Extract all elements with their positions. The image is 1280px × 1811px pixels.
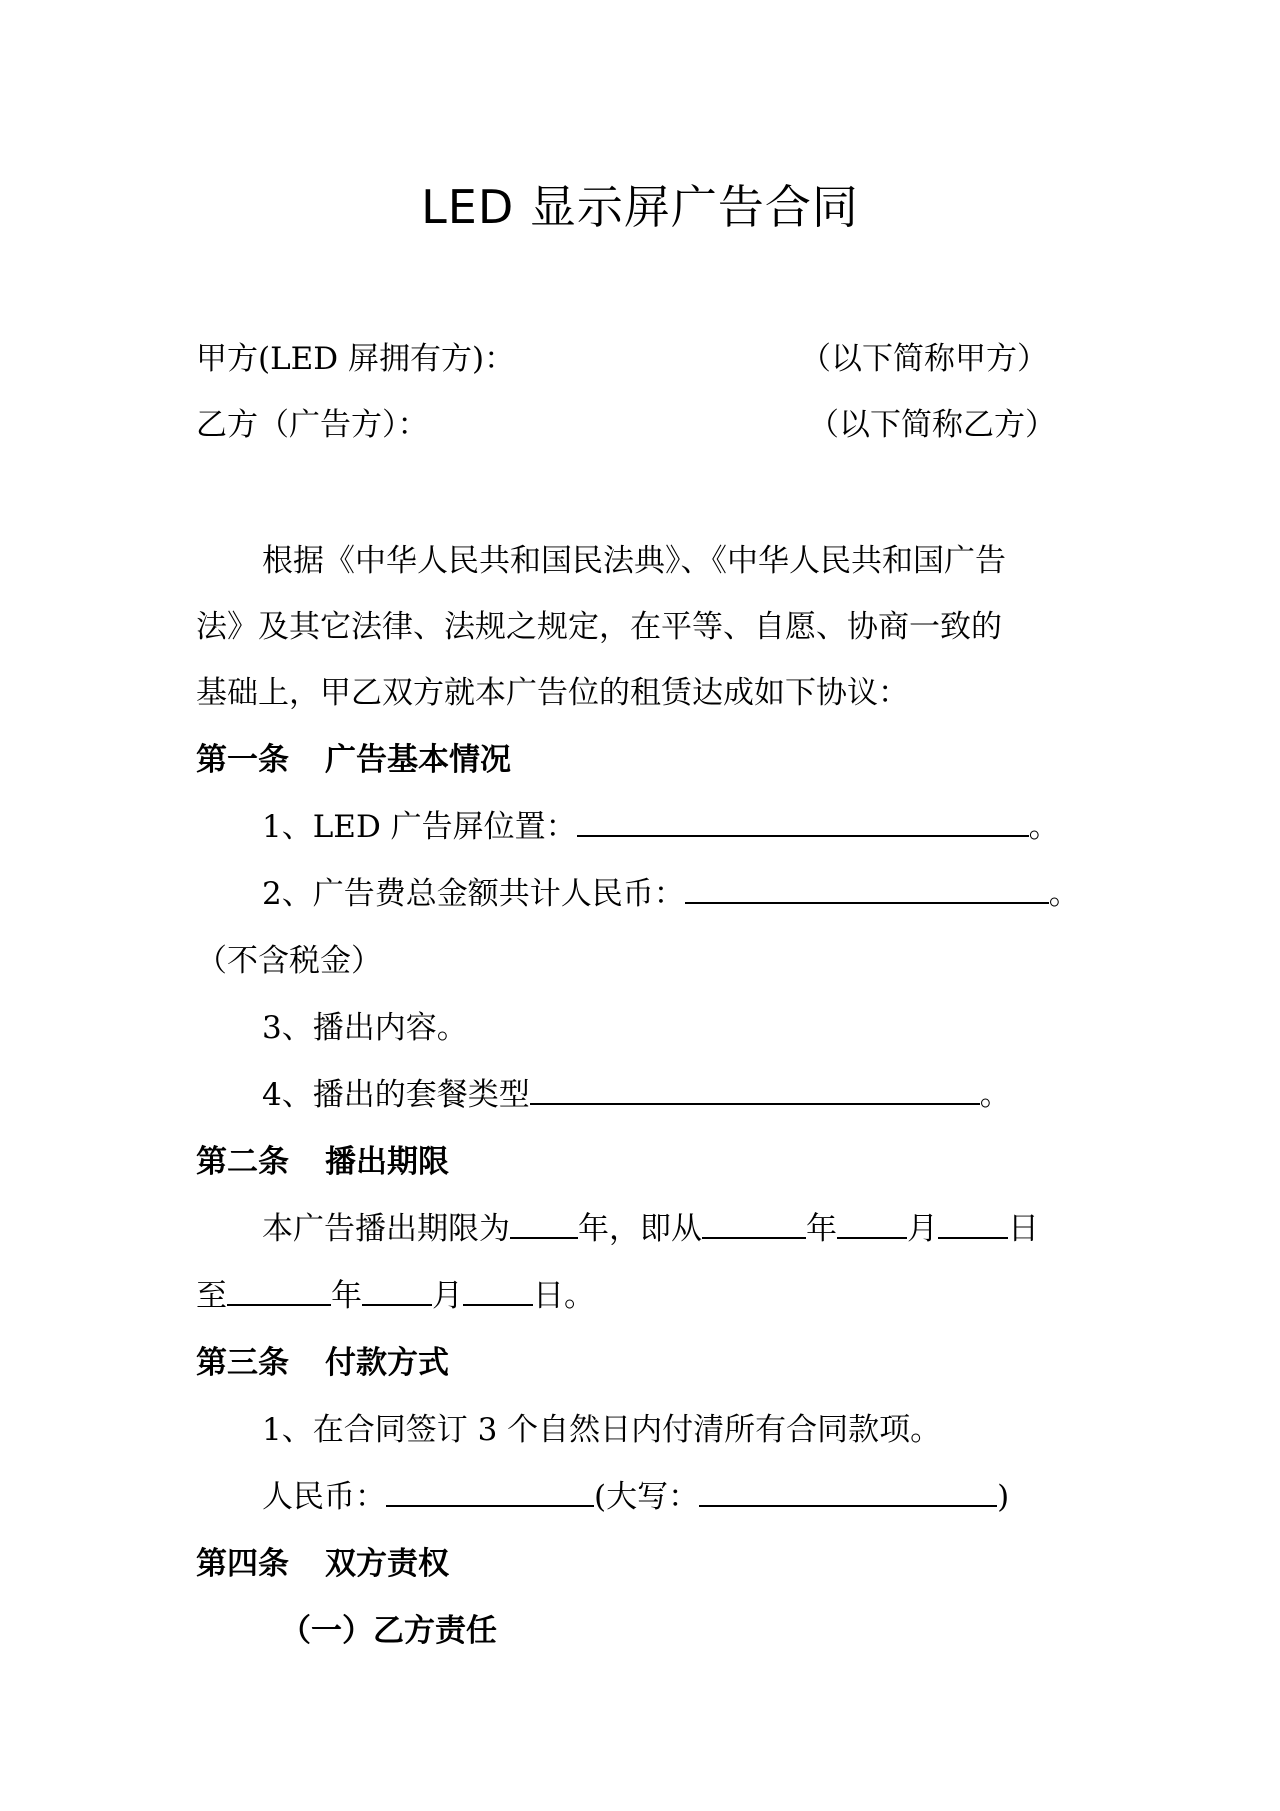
preamble-line-2: 法》及其它法律、法规之规定，在平等、自愿、协商一致的 <box>196 609 1002 645</box>
article-3-number: 第三条 <box>196 1345 289 1381</box>
day-end-text: 日。 <box>533 1278 595 1314</box>
period-mark: 。 <box>979 1077 1011 1113</box>
period-intro-text: 本广告播出期限为 <box>262 1211 510 1247</box>
screen-location-field[interactable] <box>577 805 1029 837</box>
party-a-note: （以下简称甲方） <box>800 341 1048 377</box>
total-fee-field[interactable] <box>685 872 1049 904</box>
article-1-item-2 <box>262 871 1162 917</box>
start-month-field[interactable] <box>837 1207 907 1239</box>
tax-note: （不含税金） <box>196 943 382 979</box>
article-2-number: 第二条 <box>196 1144 289 1180</box>
article-3-payment-line <box>262 1474 1162 1520</box>
article-1-number: 第一条 <box>196 742 289 778</box>
capital-amount-field[interactable] <box>699 1475 997 1507</box>
package-type-label: 4、播出的套餐类型 <box>262 1077 530 1113</box>
article-2-title: 播出期限 <box>325 1144 449 1180</box>
year-text: 年 <box>806 1211 837 1247</box>
article-3-title: 付款方式 <box>325 1345 449 1381</box>
close-paren: ) <box>997 1479 1010 1515</box>
article-3-heading <box>196 1340 1096 1386</box>
article-1-title: 广告基本情况 <box>325 742 511 778</box>
rmb-label: 人民币： <box>262 1479 386 1515</box>
article-3-item-1: 1、在合同签订 3 个自然日内付清所有合同款项。 <box>262 1412 942 1448</box>
end-day-field[interactable] <box>463 1274 533 1306</box>
from-text: 年，即从 <box>578 1211 702 1247</box>
end-month-field[interactable] <box>362 1274 432 1306</box>
party-a-label: 甲方(LED 屏拥有方)： <box>196 341 516 377</box>
article-1-heading <box>196 737 1096 783</box>
screen-location-label: 1、LED 广告屏位置： <box>262 809 577 845</box>
day-text: 日 <box>1008 1211 1039 1247</box>
period-mark: 。 <box>1048 876 1080 912</box>
end-year-field[interactable] <box>227 1274 331 1306</box>
article-2-line-1 <box>262 1206 1162 1252</box>
start-day-field[interactable] <box>938 1207 1008 1239</box>
period-years-field[interactable] <box>510 1207 578 1239</box>
preamble-line-1: 根据《中华人民共和国民法典》、《中华人民共和国广告 <box>262 543 1006 579</box>
article-2-line-2 <box>196 1273 1096 1319</box>
party-b-note: （以下简称乙方） <box>808 407 1056 443</box>
article-1-item-4 <box>262 1072 1162 1118</box>
capital-amount-label: (大写： <box>594 1479 700 1515</box>
article-1-item-3: 3、播出内容。 <box>262 1010 468 1046</box>
package-type-field[interactable] <box>530 1073 980 1105</box>
rmb-amount-field[interactable] <box>386 1475 594 1507</box>
month-text: 月 <box>432 1278 463 1314</box>
article-2-heading <box>196 1139 1096 1185</box>
year-text: 年 <box>331 1278 362 1314</box>
article-4-number: 第四条 <box>196 1546 289 1582</box>
party-b-label: 乙方（广告方）： <box>196 407 429 443</box>
month-text: 月 <box>907 1211 938 1247</box>
to-text: 至 <box>196 1278 227 1314</box>
start-year-field[interactable] <box>702 1207 806 1239</box>
article-4-title: 双方责权 <box>325 1546 449 1582</box>
preamble-line-3: 基础上，甲乙双方就本广告位的租赁达成如下协议： <box>196 675 909 711</box>
article-4-heading <box>196 1541 1096 1587</box>
period-mark: 。 <box>1028 809 1060 845</box>
article-4-sub-1: （一）乙方责任 <box>280 1613 497 1649</box>
article-1-item-1 <box>262 804 1162 850</box>
document-title: LED 显示屏广告合同 <box>421 180 859 234</box>
total-fee-label: 2、广告费总金额共计人民币： <box>262 876 685 912</box>
